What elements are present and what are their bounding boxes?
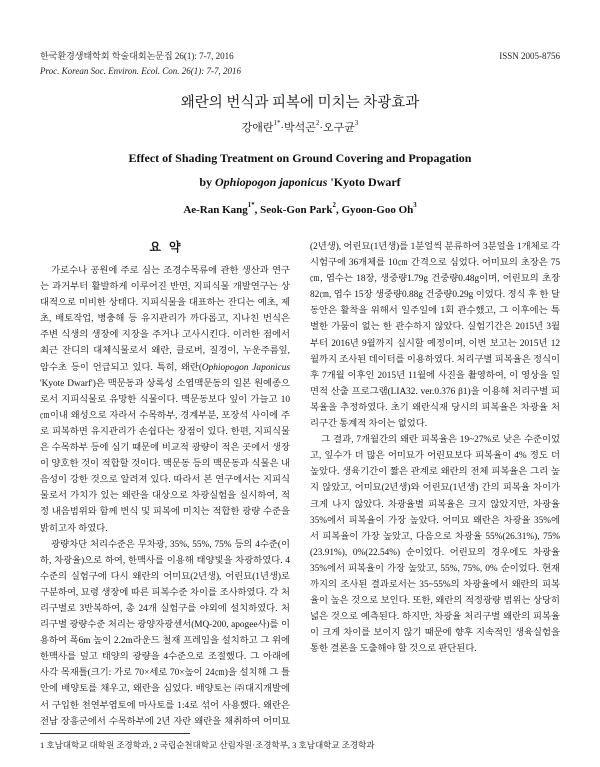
author-name: 오구균: [323, 122, 355, 134]
author-name: Ae-Ran Kang: [183, 204, 248, 216]
authors-english: [0, 202, 600, 218]
abstract-paragraph: 그 결과, 7개월간의 왜란 피복율은 19~27%로 낮은 수준이었고, 잎수가 더 많은 어미묘가 어린묘보다 피복율이 4% 정도 더 높았다. 생육기간이 짧은 관계로 왜란의 전체 피복율은 그리 높지 않았고, 어미묘(2년생)와 어린묘(1년생) 간의 피복율 차이가 크게 나지 않았다. 차광율별 피복율은 크지 않았지만, 차광율 35%에서 피복율이 가장 높았다. 어미묘 왜란은 차광율 35%에서 피복율이 가장 높았고, 다음으로 차광율 55%(26.31%), 75%(23.91%), 0%(22.54%) 순이었다. 어린묘의 경우에도 차광율 35%에서 피복율이 가장 높았고, 55%, 75%, 0% 순이었다. 현재까지의 조사된 결과로서는 35~55%의 차광율에서 왜란의 피복율이 높은 것으로 보인다. 또한, 왜란의 적정광량 범위는 상당히 넓은 것으로 예측된다. 하지만, 차광율 처리구별 왜란의 피복율이 크게 차이를 보이지 않기 때문에 향후 지속적인 생육실험을 통한 결론을 도출해야 할 것으로 판단된다.: [310, 435, 560, 655]
title-korean: 왜란의 번식과 피복에 미치는 차광효과: [180, 95, 420, 111]
author-separator: ,: [254, 204, 261, 216]
paragraph-text: 'Kyote Dwarf')은 맥문동과 상록성 소엽맥문동의 일본 원예종으로서 지피식물로 유망한 식물이다. 맥문동보다 잎이 가늘고 10㎝이내 왜성으로 자라서 수목하부, 경계부분, 포장석 사이에 주로 피복하면 유지관리가 손쉽다는 장점이 있다. 한편, 지피식물은 수목하부 등에 심기 때문에 비교적 광량이 적은 곳에서 생장이 양호한 것이 적합할 것이다. 맥문동 등의 맥문동과 식물은 내음성이 강한 것으로 알려져 있다. 따라서 본 연구에서는 지피식물로서 가치가 있는 왜란을 대상으로 차광실험을 실시하여, 적정 내음범위와 함께 번식 및 피복에 미치는 적합한 광량 수준을 밝히고자 하였다.: [40, 378, 290, 534]
affiliation-mark: 2: [332, 202, 336, 210]
abstract-paragraph: 광량차단 처리수준은 무차광, 35%, 55%, 75% 등의 4수준(이하, 차광율)으로 하여, 한맥사를 이용해 태양빛을 차광하였다. 4수준의 실험구에 다시 왜란의 어미묘(2년생), 어린묘(1년생)로 구분하여, 묘령 생장에 따른 피복수준 차이를 조사하였다. 각 처리구별로 3반복하여, 총 24개 실험구를 야외에 설치하였다. 처리구별 광량수준 처리는 광양자광센서(MQ-200, apogee사)를 이용하여 폭6m 높이 2.2m라운드 철재 프레임을 설치하고 그 위에 한맥사를 덮고 태양의 광량을 4수준으로 조절했다. 그 아래에 사각 목재틀(크기: 가로 70×세로 70×높이 24㎝)을 설치해 그 틀 안에 배양토를 채우고, 왜란을 심었다. 배양토는 ㈜대지개발에서 구입한 천연부엽토에 마사토를 1:4로 섞어 사용했다. 왜란은 전남 장흥군에서 수목하부에 2년 자란 왜란을 채취하여 어미묘(2년생), 어린묘(1년생)를 1분얼씩 분류하여 3분얼을 1개체로 각 시험구에 36개체를 10㎝ 간격으로 심었다. 어미묘의 초장은 75㎝, 엽수는 18장, 생중량1.79g 건중량0.48g이며, 어린묘의 초장 82㎝, 엽수 15장 생중량0.88g 건중량0.29g 이었다. 정식 후 한 달 동안은 활착을 위해서 일주일에 1회 관수했고, 그 이후에는 특별한 가뭄이 없는 한 관수하지 않았다. 실험기간은 2015년 3월부터 2016년 9월까지 실시할 예정이며, 이번 보고는 2015년 12월까지 조사된 데이터를 이용하였다. 처리구별 피복율은 정식이후 7개월 이후인 2015년 11월에 사진을 촬영하여, 이 영상을 일면적 산출 프로그램(LIA32. ver.0.376 β1)을 이용해 처리구별 피복율을 추정하였다. 초기 왜란식재 당시의 피복율은 차광율 처리구간 통계적 차이는 없었다.: [40, 242, 560, 727]
author-name: Seok-Gon Park: [260, 204, 333, 216]
abstract-heading: 요 약: [149, 240, 181, 254]
authors-korean: [0, 121, 600, 136]
affiliation-mark: 3: [354, 120, 359, 128]
title-english-line2: [0, 170, 600, 194]
title-english-line1: Effect of Shading Treatment on Ground Covering and Propagation: [128, 151, 472, 165]
abstract-paragraph: [40, 263, 290, 537]
author-name: 강애란: [241, 122, 274, 134]
journal-header-korean: 한국환경생태학회 학술대회논문집 26(1): 7-7, 2016: [40, 51, 234, 61]
author-separator: ·: [319, 122, 324, 134]
paragraph-text: 가로수나 공원에 주로 심는 조경수목류에 관한 생산과 연구는 과거부터 활발하게 이루어진 반면, 지피식물 개발연구는 상대적으로 미비한 상태다. 지피식물을 대표하는 잔디는 예초, 제초, 배토작업, 병충해 등 유지관리가 까다롭고, 지나친 번식은 주변 식생의 생장에 지장을 주거나 고사시킨다. 이러한 점에서 최근 잔디의 대체식물로서 왜란, 클로버, 질경이, 누운주름잎, 암수초 등이 언급되고 있다. 특히, 왜란(: [40, 266, 290, 373]
title-english-prefix: by: [199, 175, 215, 189]
species-name: Ophiopogon Japonicus: [201, 362, 290, 373]
abstract-body: [40, 239, 560, 731]
affiliation-footnote: 1 호남대학교 대학원 조경학과, 2 국립순천대학교 산림자원·조경학부, 3 호남대학교 조경학과: [40, 740, 375, 750]
author-separator: ,: [335, 204, 342, 216]
journal-header-english: Proc. Korean Soc. Environ. Ecol. Con. 26(1): 7-7, 2016: [40, 66, 241, 76]
species-name: Ophiopogon japonicus: [215, 175, 328, 189]
cultivar-name: 'Kyoto Dwarf: [327, 175, 401, 189]
affiliation-mark: 2: [315, 120, 320, 128]
issn-number: ISSN 2005-8756: [499, 51, 560, 61]
author-separator: ·: [280, 122, 285, 134]
affiliation-mark: 1*: [273, 120, 281, 128]
affiliation-mark: 3: [413, 202, 417, 210]
author-name: Gyoon-Goo Oh: [341, 204, 414, 216]
title-english: [0, 146, 600, 194]
footnote-divider: [40, 733, 190, 734]
affiliation-mark: 1*: [247, 202, 255, 210]
author-name: 박석곤: [284, 122, 316, 134]
